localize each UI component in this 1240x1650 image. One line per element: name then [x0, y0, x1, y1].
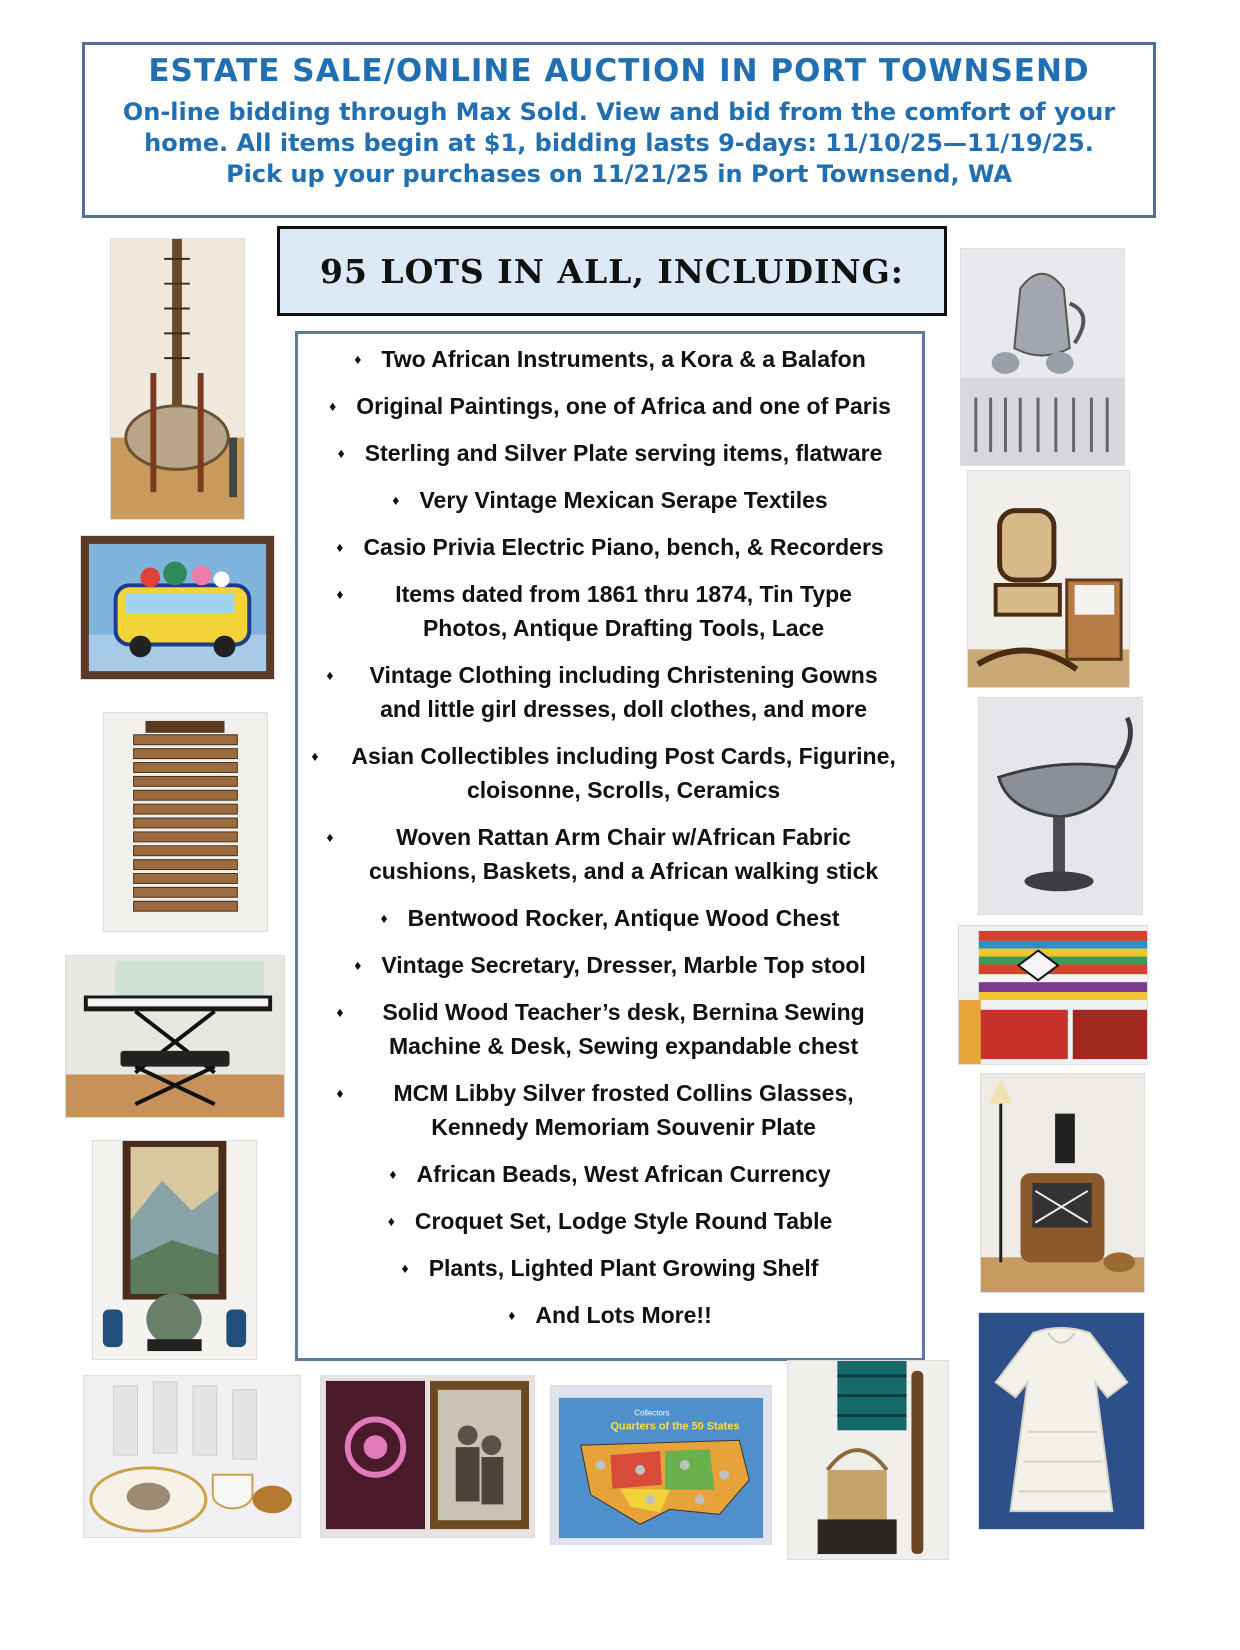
list-item: ♦ Croquet Set, Lodge Style Round Table: [298, 1204, 922, 1238]
sale-title: ESTATE SALE/ONLINE AUCTION IN PORT TOWNSEND: [148, 53, 1090, 89]
piano-photo: [65, 955, 285, 1118]
rattan-chair-photo: [980, 1073, 1145, 1293]
diamond-bullet-icon: ♦: [392, 492, 400, 508]
diamond-bullet-icon: ♦: [336, 1004, 344, 1020]
list-item: ♦ Casio Privia Electric Piano, bench, & Recorders: [298, 530, 922, 564]
diamond-bullet-icon: ♦: [401, 1260, 409, 1276]
diamond-bullet-icon: ♦: [336, 1085, 344, 1101]
serape-textiles-photo: [958, 925, 1148, 1065]
list-item: ♦ Solid Wood Teacher’s desk, Bernina Sewing Machine & Desk, Sewing expandable chest: [298, 995, 922, 1063]
diamond-bullet-icon: ♦: [337, 445, 345, 461]
list-item: ♦ And Lots More!!: [298, 1298, 922, 1332]
asian-scroll-photo: [92, 1140, 257, 1360]
list-item: ♦ Bentwood Rocker, Antique Wood Chest: [298, 901, 922, 935]
list-item: ♦ Asian Collectibles including Post Cards, Figurine, cloisonne, Scrolls, Ceramics: [298, 739, 922, 807]
list-item: ♦ Plants, Lighted Plant Growing Shelf: [298, 1251, 922, 1285]
diamond-bullet-icon: ♦: [311, 748, 319, 764]
state-quarters-map-photo: [550, 1385, 772, 1545]
sale-detail-line: Pick up your purchases on 11/21/25 in Port Townsend, WA: [226, 160, 1012, 188]
map-title: Quarters of the 50 States: [610, 1420, 740, 1433]
tintype-photo: [320, 1375, 535, 1538]
silver-compote-photo: [978, 697, 1143, 915]
sale-detail-line: home. All items begin at $1, bidding lasts 9-days: 11/10/25—11/19/25.: [144, 129, 1094, 157]
textile-basket-stick-photo: [787, 1360, 949, 1560]
sale-details: [85, 97, 1153, 190]
diamond-bullet-icon: ♦: [336, 586, 344, 602]
item-list: [295, 331, 925, 1361]
list-item: ♦ Vintage Secretary, Dresser, Marble Top stool: [298, 948, 922, 982]
lots-heading: 95 LOTS IN ALL, INCLUDING:: [320, 251, 904, 291]
list-item: ♦ Two African Instruments, a Kora & a Balafon: [298, 342, 922, 376]
list-item: ♦ Sterling and Silver Plate serving items, flatware: [298, 436, 922, 470]
diamond-bullet-icon: ♦: [380, 910, 388, 926]
list-item: ♦ Original Paintings, one of Africa and one of Paris: [298, 389, 922, 423]
diamond-bullet-icon: ♦: [387, 1213, 395, 1229]
bus-painting-photo: [80, 535, 275, 680]
diamond-bullet-icon: ♦: [389, 1166, 397, 1182]
diamond-bullet-icon: ♦: [329, 398, 337, 414]
list-item: ♦ Woven Rattan Arm Chair w/African Fabric cushions, Baskets, and a African walking stick: [298, 820, 922, 888]
kora-photo: [110, 238, 245, 520]
map-label-small: Collectors: [634, 1408, 670, 1418]
list-item: ♦ Very Vintage Mexican Serape Textiles: [298, 483, 922, 517]
diamond-bullet-icon: ♦: [326, 829, 334, 845]
diamond-bullet-icon: ♦: [508, 1307, 516, 1323]
list-item: ♦ Vintage Clothing including Christening Gowns and little girl dresses, doll clothes, and more: [298, 658, 922, 726]
balafon-photo: [103, 712, 268, 932]
list-item: ♦ Items dated from 1861 thru 1874, Tin Type Photos, Antique Drafting Tools, Lace: [298, 577, 922, 645]
diamond-bullet-icon: ♦: [354, 957, 362, 973]
diamond-bullet-icon: ♦: [326, 667, 334, 683]
bentwood-rocker-photo: [967, 470, 1130, 688]
list-item: ♦ MCM Libby Silver frosted Collins Glasses, Kennedy Memoriam Souvenir Plate: [298, 1076, 922, 1144]
christening-gown-photo: [978, 1312, 1145, 1530]
list-item: ♦ African Beads, West African Currency: [298, 1157, 922, 1191]
lots-heading-box: [277, 226, 947, 316]
sale-detail-line: On-line bidding through Max Sold. View and bid from the comfort of your: [122, 98, 1116, 126]
diamond-bullet-icon: ♦: [354, 351, 362, 367]
glasses-plate-photo: [83, 1375, 301, 1538]
silver-service-photo: [960, 248, 1125, 466]
diamond-bullet-icon: ♦: [336, 539, 344, 555]
header-box: [82, 42, 1156, 218]
